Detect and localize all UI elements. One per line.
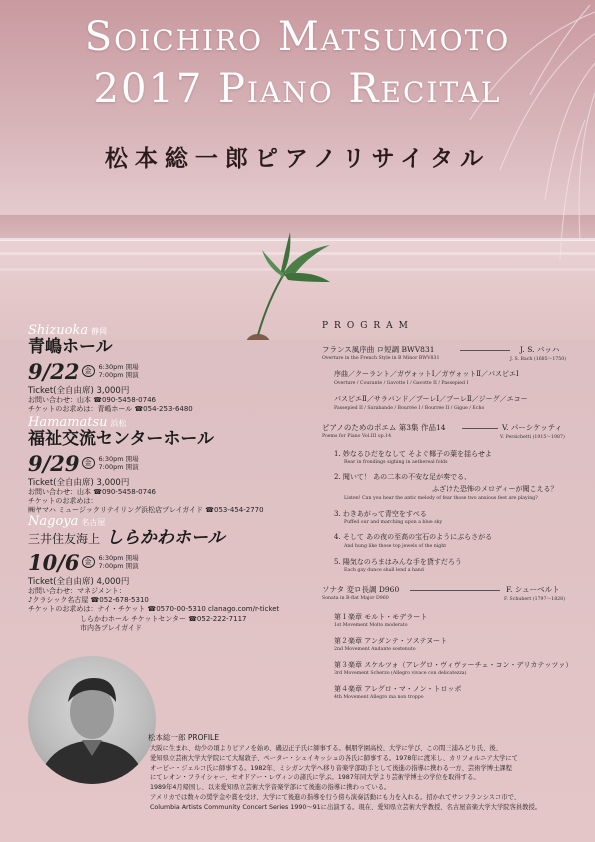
schubert-composer: F. シューベルト bbox=[506, 585, 560, 594]
title-japanese: 松本総一郎ピアノリサイタル bbox=[104, 146, 491, 172]
profile-text: 大阪に生まれ、幼少の頃よりピアノを始め、磯辺正子氏に師事する。桐朋学園高校、大学に学び、この間三浦みどり氏、後、 愛知県立芸術大学大学院にて大堀敦子、ペーター・シェイキッシュの各氏に師事する。1978年に渡米し、カリフォルニア大学にて オービー・ジェルコ氏に師事する。1982年、ミシガン大学へ移り音楽学部助手として後進の指導に携わる一方、芸術学博士課程 にてレオン・フライシャー、セオドアー・レヴィンの諸氏に学ぶ。1987年同大学より芸術学博士の学位を取得する。 1989年4月帰国し、以来愛知県立芸術大学音楽学部にて後進の指導に携わっている。 アメリカでは数々の奨学金や賞を受け、大学にて後進の指導を行う傍ら演奏活動にも力を入れる。招かれてサンフランシスコ市で、 Columbia Artists Community Concert Series 1990～91に出演する。現在、愛知県立芸術大学教授、名古屋音楽大学大学院客員教授。 bbox=[150, 745, 542, 811]
schubert-movement-4-en: 4th Movement Allegro ma non troppo bbox=[334, 695, 424, 700]
poem-1-en: Rear in frondings sighing in aethereal folds bbox=[344, 460, 448, 465]
persichetti-title-en: Poems for Piano Vol.III op.14 bbox=[322, 434, 392, 439]
venue-name: 青嶋ホール bbox=[28, 337, 113, 357]
venue-name: 三井住友海上 しらかわホール bbox=[28, 528, 225, 548]
persichetti-composer: V. パーシケッティ bbox=[502, 423, 563, 432]
bach-movements-2-en: Passepied II / Sarabande / Bourrée I / Bourrée II / Gigue / Echo bbox=[334, 406, 485, 411]
ticket-price: Ticket(全自由席) 4,000円 bbox=[28, 576, 130, 587]
region-label: Nagoya 名古屋 bbox=[28, 514, 106, 529]
profile-title: 松本総一郎 PROFILE bbox=[148, 733, 219, 742]
concert-times: 6:30pm 開場 7:00pm 開演 bbox=[98, 362, 139, 380]
ticket-price: Ticket(全自由席) 3,000円 bbox=[28, 477, 130, 488]
venue-name: 福祉交流センターホール bbox=[28, 429, 214, 449]
day-of-week: 金 bbox=[82, 556, 95, 568]
schubert-title: ソナタ 変ロ長調 D960 bbox=[322, 585, 400, 594]
date-row bbox=[28, 451, 288, 476]
pianist-portrait bbox=[28, 656, 156, 784]
concert-shizuoka bbox=[28, 323, 268, 414]
concert-date: 9/22 bbox=[28, 358, 80, 384]
day-of-week: 金 bbox=[82, 457, 95, 469]
schubert-movement-1: 第１楽章 モルト・モデラート bbox=[334, 613, 428, 621]
concert-date: 9/29 bbox=[28, 450, 80, 476]
title-line-1: Soichiro Matsumoto bbox=[84, 14, 511, 60]
poem-3: 3. わきあがって青空をすべる bbox=[334, 510, 427, 518]
concert-times: 6:30pm 開場 7:00pm 開演 bbox=[98, 454, 139, 472]
bach-composer-en: J. S. Bach (1685～1750) bbox=[510, 357, 567, 362]
bach-movements-2: パスピエⅡ／サラバンド／ブーレⅠ／ブーレⅡ／ジーグ／エコー bbox=[334, 395, 528, 403]
poem-3-en: Puffed our and marching upon a blue sky bbox=[344, 520, 443, 525]
concert-nagoya bbox=[28, 514, 293, 634]
day-of-week: 金 bbox=[82, 365, 95, 377]
contact-info: お問い合わせ：マネジメント： ♪クラシック名古屋 ☎052-678-5310 チケットのお求めは：ナイ・チケット ☎0570-00-5310 clanago.com/r-ticket しらかわホール チケットセンター ☎052-222-7117 市内各プレイガイド bbox=[28, 586, 280, 633]
concert-hamamatsu bbox=[28, 415, 288, 516]
concert-date: 10/6 bbox=[28, 549, 80, 575]
poem-5-en: Each gay dunce shall lend a hand bbox=[344, 568, 424, 573]
poem-2: 2. 聞いて！ あの二本の不安な足が奏でる、 bbox=[334, 473, 472, 481]
concert-times: 6:30pm 開場 7:00pm 開演 bbox=[98, 553, 139, 571]
bach-composer: J. S. バッハ bbox=[520, 345, 560, 354]
bach-movements-1-en: Overture / Courante / Gavotte I / Gavotte II / Passepied I bbox=[334, 381, 469, 386]
region-label: Shizuoka 静岡 bbox=[28, 323, 108, 338]
poem-4-en: And hung like those top jewels of the night bbox=[344, 544, 447, 549]
divider bbox=[410, 590, 500, 591]
schubert-movement-2-en: 2nd Movement Andante sostenuto bbox=[334, 647, 416, 652]
contact-info: お問い合わせ：山本 ☎090-5458-0746 チケットのお求めは： ㈱ヤマハ ミュージックリテイリング浜松店プレイガイド ☎053-454-2770 bbox=[28, 487, 264, 515]
schubert-movement-3: 第３楽章 スケルツォ（アレグロ・ヴィヴァーチェ・コン・デリカテッツァ） bbox=[334, 661, 573, 669]
bach-title-en: Overture in the French Style in B Minor BWV831 bbox=[322, 356, 440, 361]
date-row bbox=[28, 550, 293, 575]
poem-2-en: Listen! Can you hear the antic melody of fear those two anxious feet are playing? bbox=[344, 496, 538, 501]
schubert-composer-en: F. Schubert (1797～1828) bbox=[504, 597, 565, 602]
title-line-2: 2017 Piano Recital bbox=[93, 66, 502, 112]
poem-5: 5. 陽気なのろまはみんな手を貸すだろう bbox=[334, 558, 462, 566]
contact-info: お問い合わせ：山本 ☎090-5458-0746 チケットのお求めは：青嶋ホール ☎054-253-6480 bbox=[28, 395, 193, 413]
schubert-movement-1-en: 1st Movement Molto moderato bbox=[334, 623, 408, 628]
persichetti-title: ピアノのためのポエム 第3集 作品14 bbox=[322, 423, 446, 432]
schubert-movement-3-en: 3rd Movement Scherzo (Allegro vivace con delicatezza) bbox=[334, 671, 467, 676]
program-heading: PROGRAM bbox=[322, 321, 414, 331]
ticket-price: Ticket(全自由席) 3,000円 bbox=[28, 385, 130, 396]
persichetti-composer-en: V. Persichetti (1915～1987) bbox=[500, 435, 565, 440]
schubert-movement-2: 第２楽章 アンダンテ・ソステヌート bbox=[334, 637, 448, 645]
poem-4: 4. そして あの夜の至高の宝石のようにぶらさがる bbox=[334, 533, 493, 541]
poem-2-cont: ふざけた恐怖のメロディーが聞こえる？ bbox=[432, 485, 558, 493]
schubert-movement-4: 第４楽章 アレグロ・マ・ノン・トロッポ bbox=[334, 685, 462, 693]
bach-movements-1: 序曲／クーラント／ガヴォットⅠ／ガヴォットⅡ／パスピエⅠ bbox=[334, 370, 519, 378]
bach-title: フランス風序曲 ロ短調 BWV831 bbox=[322, 345, 435, 354]
schubert-title-en: Sonata in B-flat Major D960 bbox=[322, 596, 389, 601]
region-label: Hamamatsu 浜松 bbox=[28, 415, 127, 430]
divider bbox=[462, 428, 498, 429]
poem-1: 1. 妙なるひだをなして そよぐ椰子の葉を揺らせよ bbox=[334, 450, 492, 458]
date-row bbox=[28, 359, 268, 384]
portrait-illustration bbox=[28, 656, 156, 784]
divider bbox=[460, 350, 510, 351]
